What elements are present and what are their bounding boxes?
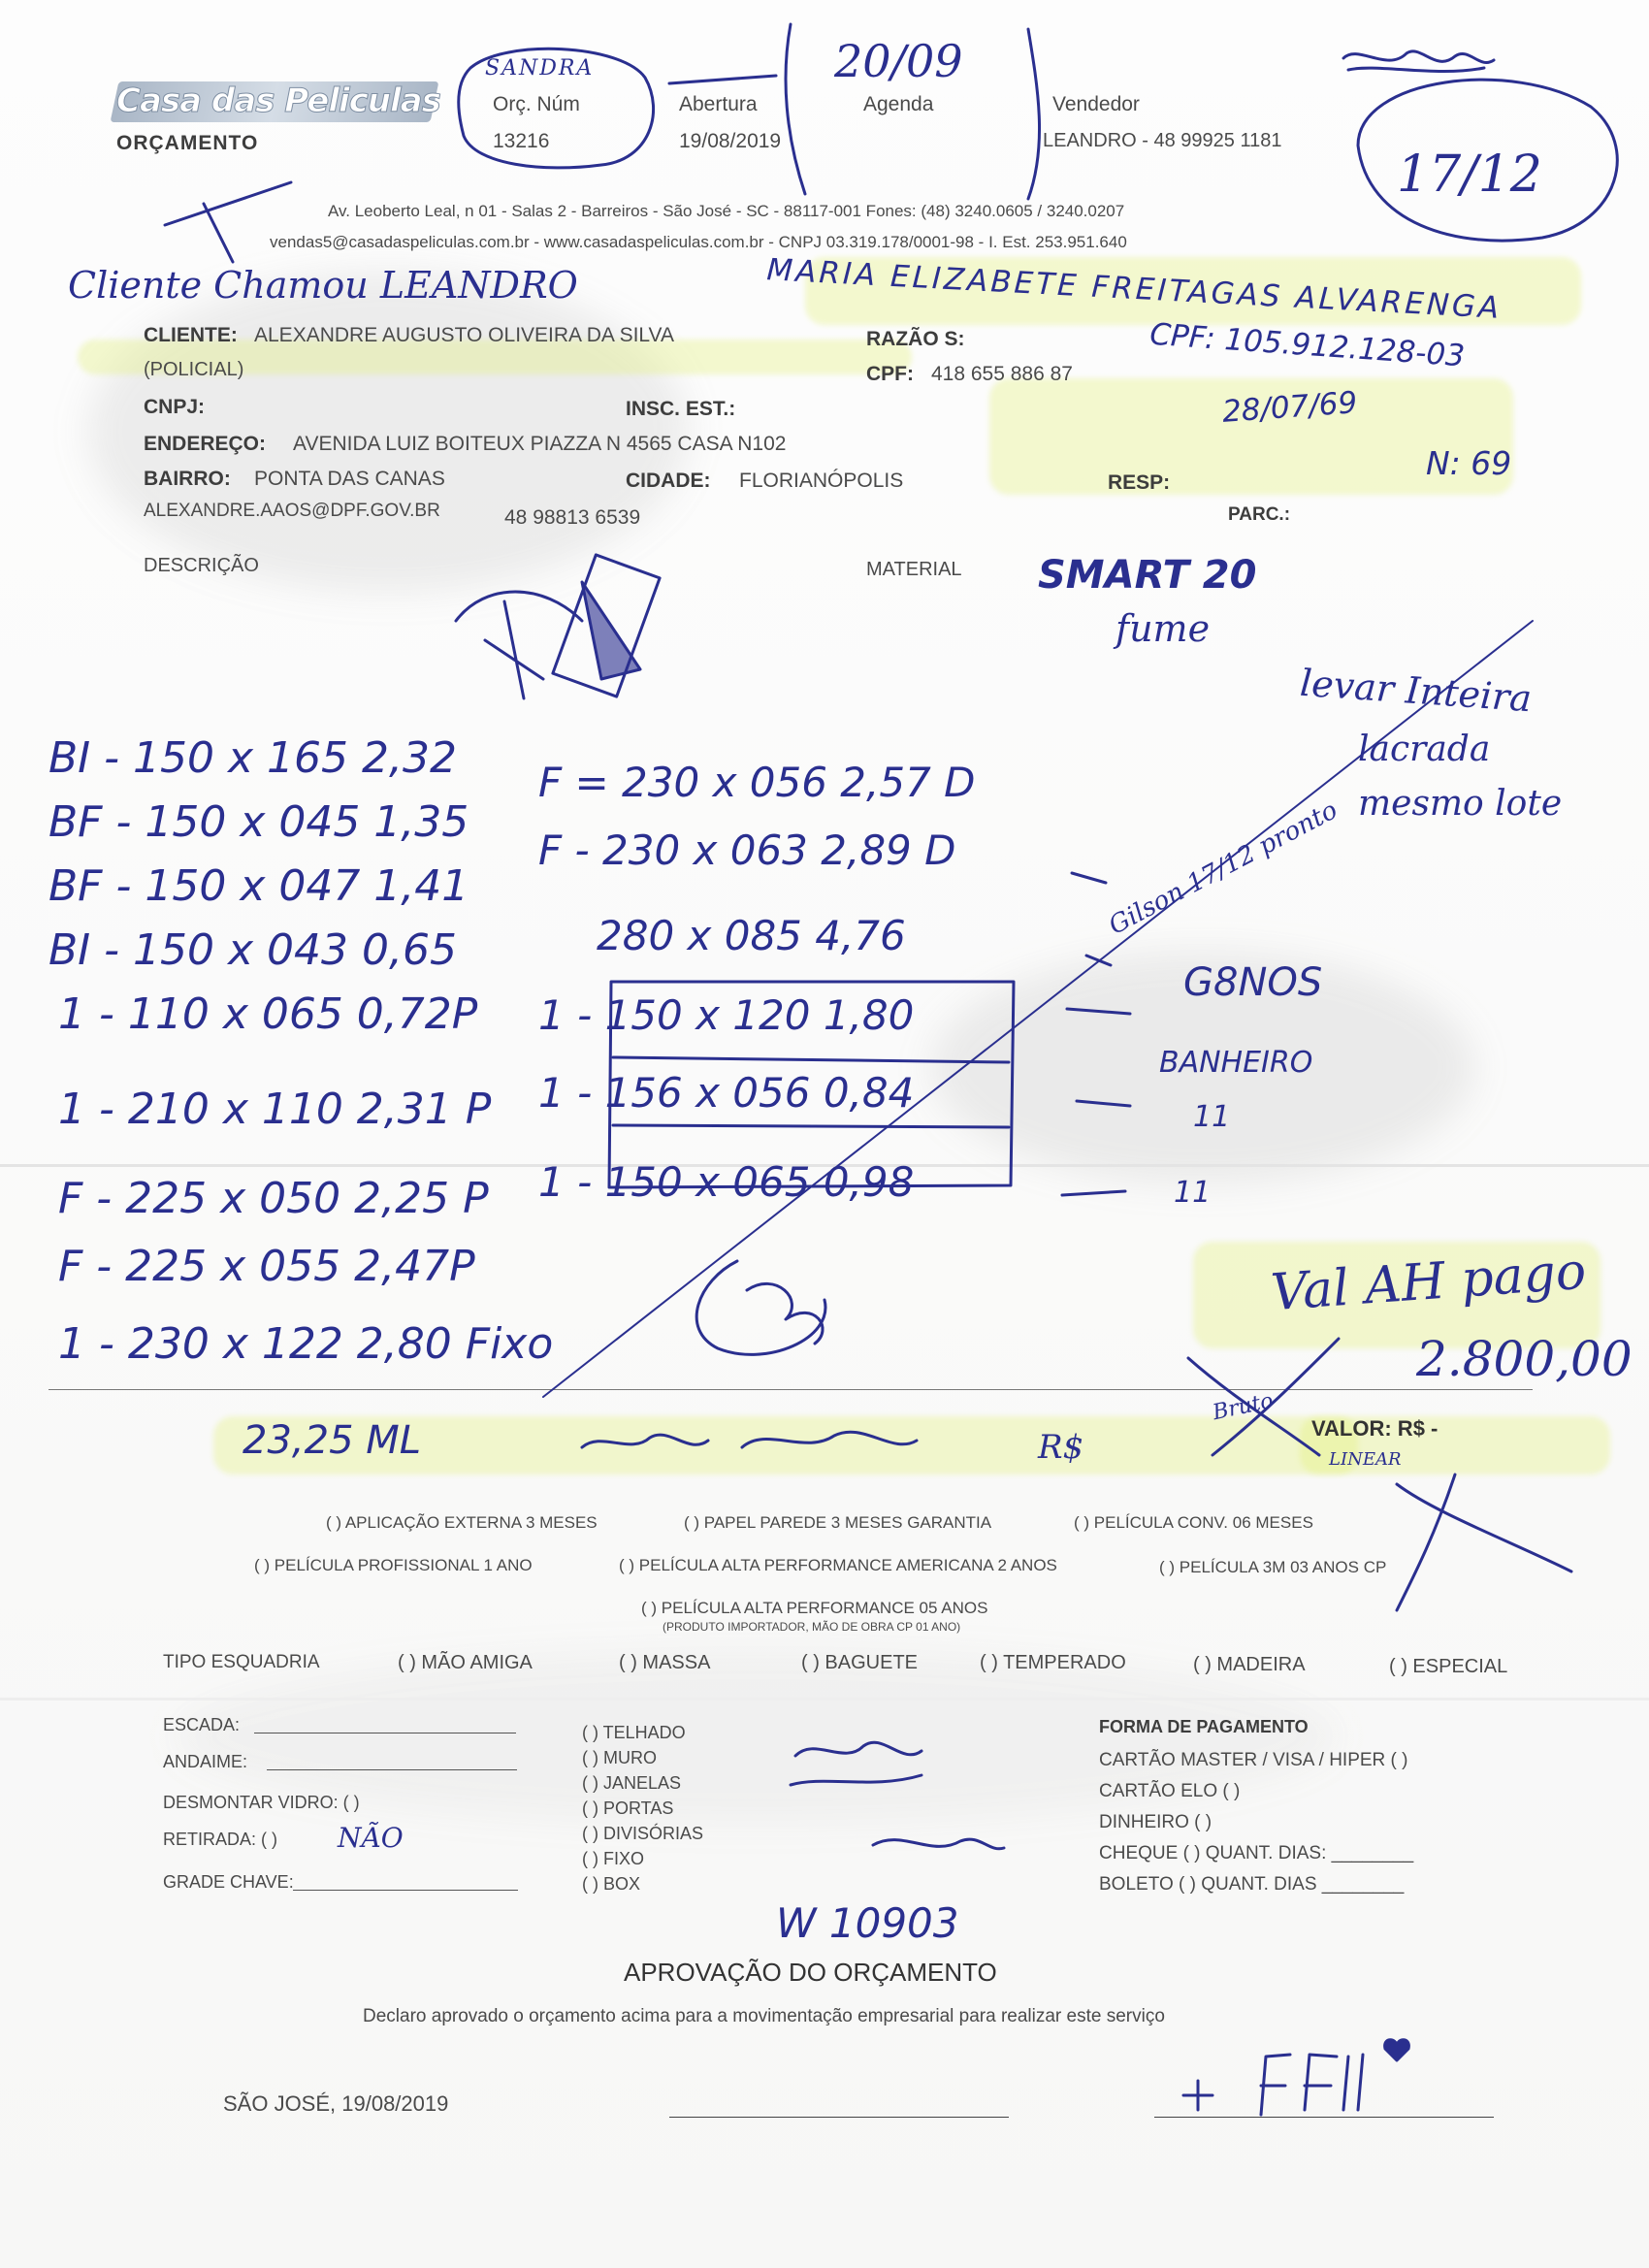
- scribble-total: [582, 1435, 708, 1447]
- cliente-note: (POLICIAL): [144, 359, 244, 380]
- local-option[interactable]: ( ) PORTAS: [582, 1798, 674, 1818]
- hw-cliente-name: MARIA ELIZABETE FREITAGAS ALVARENGA: [765, 252, 1504, 326]
- option[interactable]: ( ) PELÍCULA ALTA PERFORMANCE 05 ANOS: [641, 1599, 988, 1617]
- local-option[interactable]: ( ) MURO: [582, 1748, 657, 1767]
- option[interactable]: ( ) PAPEL PAREDE 3 MESES GARANTIA: [684, 1513, 992, 1532]
- esquadria-option[interactable]: ( ) BAGUETE: [801, 1652, 919, 1673]
- hw-agenda-date: 20/09: [834, 35, 963, 87]
- local-option[interactable]: ( ) JANELAS: [582, 1773, 682, 1793]
- cliente-value: ALEXANDRE AUGUSTO OLIVEIRA DA SILVA: [254, 324, 674, 346]
- escada-label: ESCADA:: [163, 1715, 241, 1734]
- pen-stroke: [165, 182, 291, 225]
- insc-label: INSC. EST.:: [626, 398, 736, 420]
- pen-stroke: [1077, 1101, 1130, 1106]
- vendedor-value: LEANDRO - 48 99925 1181: [1043, 130, 1282, 151]
- approval-text: Declaro aprovado o orçamento acima para a movimentação empresarial para realizar este serviço: [363, 2006, 1165, 2026]
- pagamento-option[interactable]: CARTÃO MASTER / VISA / HIPER ( ): [1099, 1750, 1408, 1770]
- hw-levar: levar Inteira: [1298, 661, 1534, 721]
- signature-heart: [1385, 2040, 1409, 2060]
- pen-stroke: [613, 1125, 1009, 1127]
- signature-mark: [1183, 2081, 1212, 2110]
- cross-mark: [1188, 1339, 1339, 1455]
- hw-banheiro: BANHEIRO: [1159, 1046, 1313, 1080]
- hw-top-right-date: 17/12: [1397, 146, 1542, 204]
- resp-label: RESP:: [1108, 471, 1171, 494]
- agenda-label: Agenda: [863, 93, 934, 115]
- local-option[interactable]: ( ) FIXO: [582, 1849, 644, 1868]
- pen-stroke: [1062, 1191, 1125, 1195]
- email: ALEXANDRE.AAOS@DPF.GOV.BR: [144, 501, 440, 521]
- abertura-label: Abertura: [679, 93, 758, 115]
- address-line: Av. Leoberto Leal, n 01 - Salas 2 - Barreiros - São José - SC - 88117-001 Fones: (48) 3240.0605 / 3240.0207: [328, 202, 1125, 220]
- hw-nao: NÃO: [338, 1822, 404, 1854]
- option[interactable]: ( ) PELÍCULA PROFISSIONAL 1 ANO: [254, 1556, 533, 1574]
- measurement-row: 1 - 230 x 122 2,80 Fixo: [58, 1319, 554, 1369]
- measurement-row: F - 225 x 050 2,25 P: [58, 1174, 489, 1223]
- parc-label: PARC.:: [1228, 504, 1291, 525]
- circle-orc: [459, 49, 654, 168]
- esquadria-option[interactable]: ( ) TEMPERADO: [980, 1652, 1126, 1673]
- phone: 48 98813 6539: [504, 506, 641, 529]
- hw-cliente-note: Cliente Chamou LEANDRO: [68, 264, 578, 307]
- measurement-row: 1 - 150 x 065 0,98: [538, 1158, 915, 1206]
- approval-title: APROVAÇÃO DO ORÇAMENTO: [624, 1958, 997, 1987]
- esquadria-option[interactable]: ( ) MASSA: [619, 1652, 711, 1673]
- bairro-label: BAIRRO:: [144, 468, 231, 490]
- measurement-row: BF - 150 x 045 1,35: [48, 797, 469, 847]
- pen-stroke: [1072, 873, 1111, 965]
- measurement-row: 1 - 156 x 056 0,84: [538, 1069, 915, 1117]
- orc-number: 13216: [493, 130, 550, 152]
- hw-total-ml: 23,25 ML: [242, 1418, 422, 1463]
- logo-text: Casa das Peliculas: [116, 81, 440, 120]
- measurement-row: 1 - 210 x 110 2,31 P: [58, 1085, 492, 1134]
- hw-lacrada: lacrada: [1358, 729, 1491, 769]
- measurement-row: BI - 150 x 043 0,65: [48, 925, 457, 975]
- measurement-row: 280 x 085 4,76: [597, 912, 906, 959]
- hw-cpf: CPF: 105.912.128-03: [1148, 316, 1467, 374]
- cpf-label: CPF:: [866, 363, 914, 385]
- measurement-row: BF - 150 x 047 1,41: [48, 861, 469, 911]
- local-option[interactable]: ( ) BOX: [582, 1874, 641, 1894]
- option[interactable]: ( ) PELÍCULA CONV. 06 MESES: [1074, 1513, 1313, 1532]
- option[interactable]: ( ) PELÍCULA 3M 03 ANOS CP: [1159, 1558, 1387, 1576]
- cnpj-label: CNPJ:: [144, 396, 206, 418]
- scribble-top-right: [1343, 51, 1494, 72]
- pagamento-option[interactable]: DINHEIRO ( ): [1099, 1812, 1212, 1832]
- hw-valor: 2.800,00: [1416, 1331, 1633, 1387]
- desmontar-label[interactable]: DESMONTAR VIDRO: ( ): [163, 1793, 360, 1812]
- retirada-label[interactable]: RETIRADA: ( ): [163, 1830, 278, 1849]
- pen-stroke: [1028, 29, 1040, 199]
- pagamento-option[interactable]: BOLETO ( ) QUANT. DIAS ________: [1099, 1874, 1405, 1895]
- vendedor-label: Vendedor: [1052, 93, 1140, 115]
- valor-label: VALOR: R$ -: [1311, 1416, 1439, 1441]
- measurement-row: 1 - 150 x 120 1,80: [538, 991, 915, 1039]
- contact-line: vendas5@casadaspeliculas.com.br - www.casadaspeliculas.com.br - CNPJ 03.319.178/0001-98 - I. Est. 253.951.640: [270, 233, 1127, 251]
- pagamento-option[interactable]: CHEQUE ( ) QUANT. DIAS: ________: [1099, 1843, 1414, 1863]
- scribble-servicos: [873, 1839, 1004, 1849]
- measurement-row: 1 - 110 x 065 0,72P: [58, 989, 478, 1039]
- cross-mark: [1397, 1474, 1571, 1610]
- measurement-row: F - 230 x 063 2,89 D: [538, 826, 956, 874]
- pen-stroke: [786, 24, 805, 194]
- pagamento-option[interactable]: CARTÃO ELO ( ): [1099, 1781, 1241, 1801]
- pen-stroke: [204, 204, 233, 262]
- place-date: SÃO JOSÉ, 19/08/2019: [223, 2091, 449, 2116]
- hw-sandra: SANDRA: [485, 56, 595, 81]
- option[interactable]: ( ) PELÍCULA ALTA PERFORMANCE AMERICANA 2 ANOS: [619, 1556, 1057, 1574]
- hw-linear: LINEAR: [1329, 1449, 1402, 1470]
- doc-type: ORÇAMENTO: [116, 132, 259, 154]
- pagamento-title: FORMA DE PAGAMENTO: [1099, 1717, 1309, 1736]
- hw-ditto-1: 11: [1193, 1100, 1231, 1134]
- endereco-value: AVENIDA LUIZ BOITEUX PIAZZA N 4565 CASA N102: [293, 433, 787, 455]
- diagonal-line: [543, 621, 1533, 1397]
- razao-label: RAZÃO S:: [866, 328, 965, 350]
- option[interactable]: ( ) APLICAÇÃO EXTERNA 3 MESES: [326, 1513, 598, 1532]
- local-option[interactable]: ( ) DIVISÓRIAS: [582, 1824, 704, 1843]
- hw-bruto: Bruto: [1211, 1388, 1276, 1426]
- endereco-label: ENDEREÇO:: [144, 433, 267, 455]
- andaime-label: ANDAIME:: [163, 1752, 248, 1771]
- material-label: MATERIAL: [866, 559, 962, 580]
- cidade-value: FLORIANÓPOLIS: [739, 470, 904, 492]
- circle-date: [1358, 80, 1617, 241]
- orc-label: Orç. Núm: [493, 93, 580, 115]
- grade-label: GRADE CHAVE:: [163, 1872, 294, 1892]
- abertura-date: 19/08/2019: [679, 130, 782, 152]
- local-option[interactable]: ( ) TELHADO: [582, 1723, 686, 1742]
- hw-material-2: fume: [1116, 607, 1211, 650]
- esquadria-option[interactable]: ( ) ESPECIAL: [1389, 1656, 1508, 1677]
- descricao-label: DESCRIÇÃO: [144, 555, 259, 576]
- hw-number: N: 69: [1426, 444, 1512, 482]
- cidade-label: CIDADE:: [626, 470, 711, 492]
- signature-mark: [1261, 2055, 1363, 2115]
- hw-w-code: W 10903: [776, 1899, 959, 1947]
- hw-rh: R$: [1038, 1428, 1084, 1467]
- esquadria-label: TIPO ESQUADRIA: [163, 1652, 320, 1672]
- box-rows: [609, 982, 1014, 1187]
- measurement-row: F = 230 x 056 2,57 D: [538, 759, 976, 806]
- pen-stroke: [669, 76, 776, 83]
- curl-mark: [696, 1261, 825, 1354]
- scribble-total: [742, 1432, 917, 1447]
- measurement-row: F - 225 x 055 2,47P: [58, 1242, 475, 1291]
- hw-birth: 28/07/69: [1220, 385, 1359, 430]
- esquadria-option[interactable]: ( ) MADEIRA: [1193, 1654, 1306, 1675]
- esquadria-option[interactable]: ( ) MÃO AMIGA: [398, 1652, 533, 1673]
- hw-g8nos: G8NOS: [1183, 960, 1323, 1005]
- option-note: (PRODUTO IMPORTADOR, MÃO DE OBRA CP 01 ANO): [663, 1620, 961, 1634]
- hw-material-1: SMART 20: [1038, 553, 1257, 598]
- cpf-value: 418 655 886 87: [931, 363, 1073, 385]
- hw-gilson: Gilson 17/12 pronto: [1104, 795, 1342, 941]
- logo-sketch: [582, 582, 640, 679]
- measurement-row: BI - 150 x 165 2,32: [48, 733, 457, 783]
- hw-ditto-2: 11: [1174, 1176, 1212, 1210]
- hw-mesmo-lote: mesmo lote: [1358, 784, 1563, 824]
- cliente-label: CLIENTE:: [144, 324, 238, 346]
- hw-val-pago: Val AH pago: [1269, 1242, 1588, 1323]
- bairro-value: PONTA DAS CANAS: [254, 468, 445, 490]
- scribble-servicos: [791, 1742, 922, 1785]
- pen-stroke: [1067, 1009, 1130, 1014]
- pen-stroke: [613, 1057, 1009, 1062]
